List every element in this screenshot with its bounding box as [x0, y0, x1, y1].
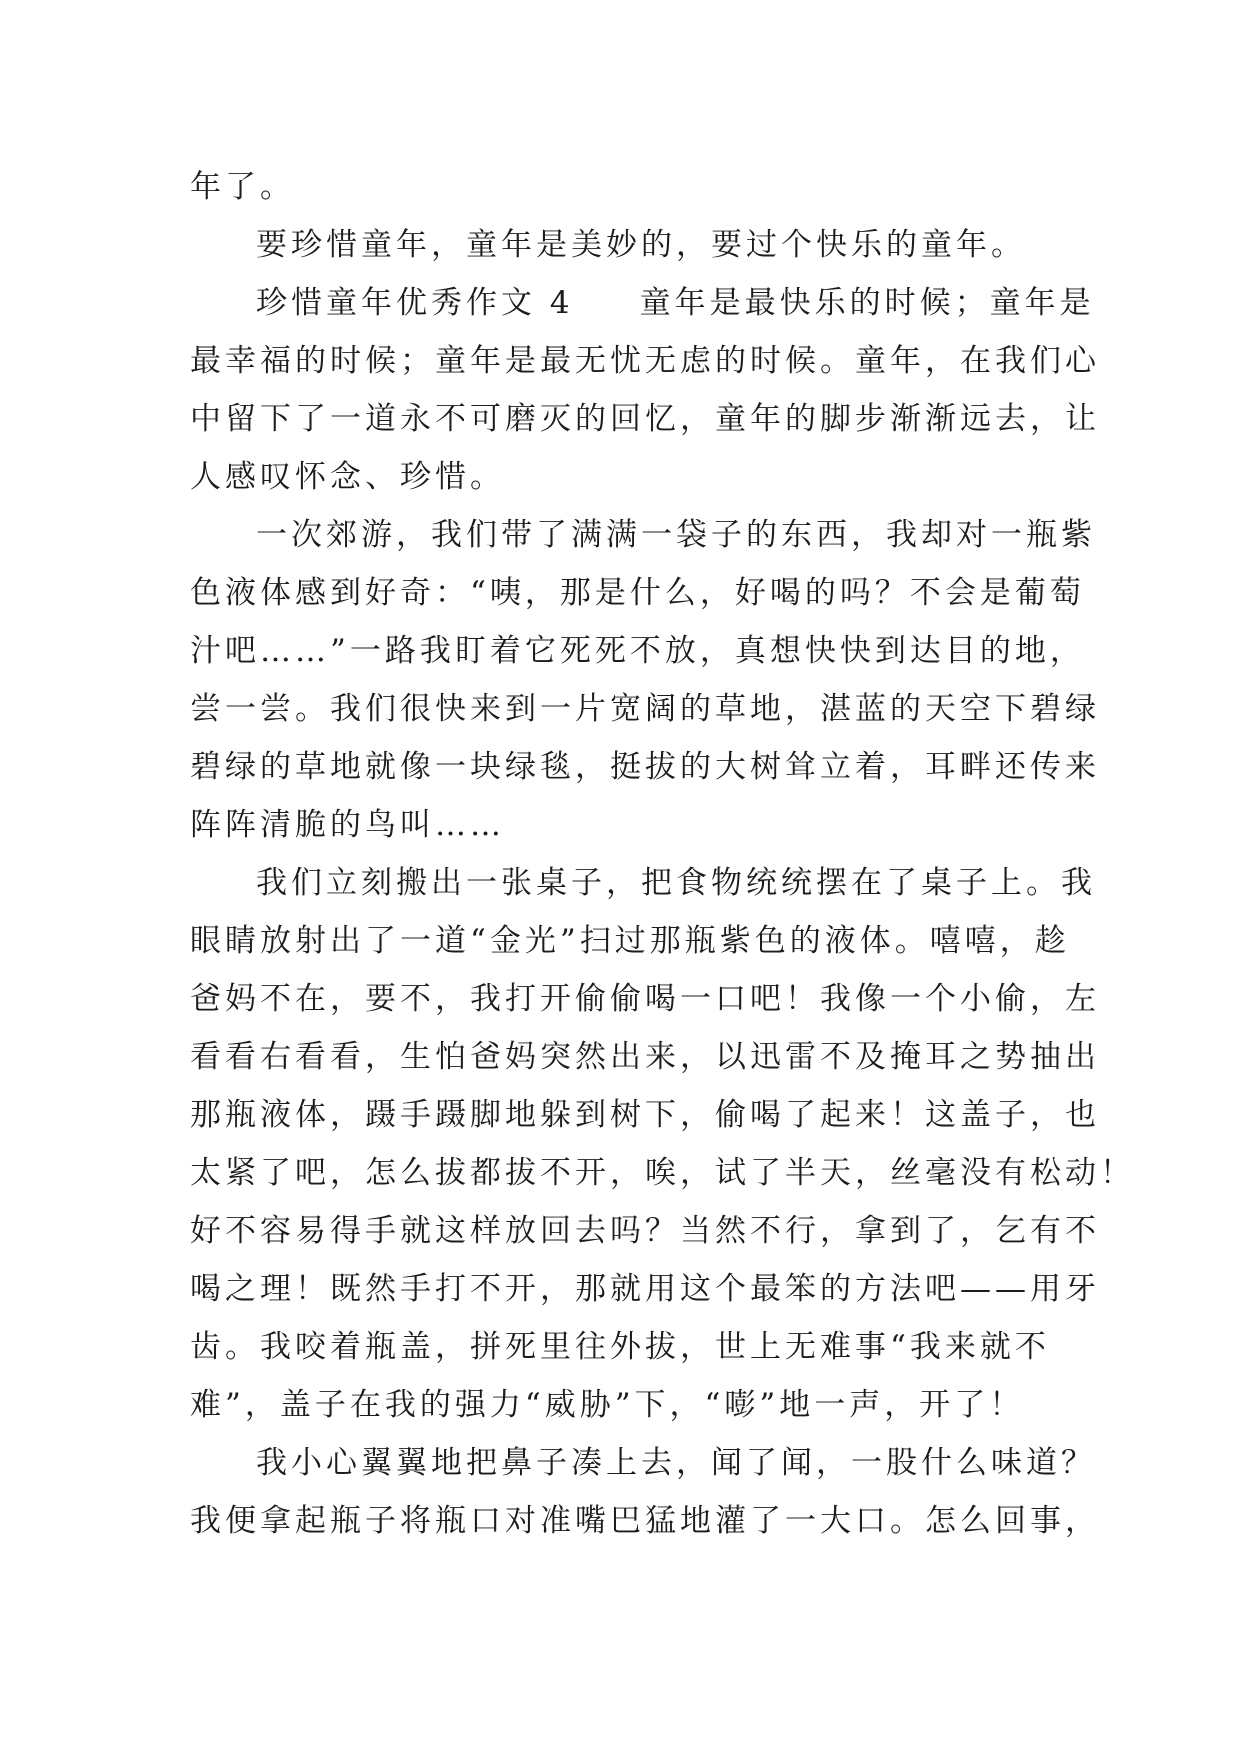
text-line: 要珍惜童年，童年是美妙的，要过个快乐的童年。 [256, 227, 1026, 263]
essay-body [190, 158, 1135, 1550]
text-line: 好不容易得手就这样放回去吗？当然不行，拿到了，乞有不 [190, 1213, 1100, 1249]
text-line: 中留下了一道永不可磨灭的回忆，童年的脚步渐渐远去，让 [190, 401, 1100, 437]
text-line: 最幸福的时候；童年是最无忧无虑的时候。童年，在我们心 [190, 343, 1100, 379]
section-heading-line [190, 274, 1095, 332]
text-line: 难”，盖子在我的强力“威胁”下，“嘭”地一声，开了！ [190, 1387, 1025, 1423]
text-line: 太紧了吧，怎么拔都拔不开，唉，试了半天，丝毫没有松动！ [190, 1155, 1135, 1191]
text-line: 眼睛放射出了一道“金光”扫过那瓶紫色的液体。嘻嘻，趁 [190, 923, 1070, 959]
section-heading: 珍惜童年优秀作文 4 [256, 285, 574, 321]
text-line: 我便拿起瓶子将瓶口对准嘴巴猛地灌了一大口。怎么回事， [190, 1503, 1100, 1539]
text-line: 尝一尝。我们很快来到一片宽阔的草地，湛蓝的天空下碧绿 [190, 691, 1100, 727]
text-line: 看看右看看，生怕爸妈突然出来，以迅雷不及掩耳之势抽出 [190, 1039, 1100, 1075]
text-line: 人感叹怀念、珍惜。 [190, 459, 505, 495]
text-line: 碧绿的草地就像一块绿毯，挺拔的大树耸立着，耳畔还传来 [190, 749, 1100, 785]
text-line: 一次郊游，我们带了满满一袋子的东西，我却对一瓶紫 [256, 517, 1096, 553]
text-line: 齿。我咬着瓶盖，拼死里往外拔，世上无难事“我来就不 [190, 1329, 1050, 1365]
text-line: 那瓶液体，蹑手蹑脚地躲到树下，偷喝了起来！这盖子，也 [190, 1097, 1100, 1133]
text-line: 汁吧……”一路我盯着它死死不放，真想快快到达目的地， [190, 633, 1085, 669]
text-line: 色液体感到好奇：“咦，那是什么，好喝的吗？不会是葡萄 [190, 575, 1085, 611]
text-line: 阵阵清脆的鸟叫…… [190, 807, 505, 843]
text-line: 爸妈不在，要不，我打开偷偷喝一口吧！我像一个小偷，左 [190, 981, 1100, 1017]
text-line: 我们立刻搬出一张桌子，把食物统统摆在了桌子上。我 [256, 865, 1096, 901]
text-line: 童年是最快乐的时候；童年是 [639, 285, 1095, 321]
text-line: 喝之理！既然手打不开，那就用这个最笨的方法吧——用牙 [190, 1271, 1100, 1307]
text-line: 我小心翼翼地把鼻子凑上去，闻了闻，一股什么味道？ [256, 1445, 1096, 1481]
text-line: 年了。 [190, 169, 295, 205]
